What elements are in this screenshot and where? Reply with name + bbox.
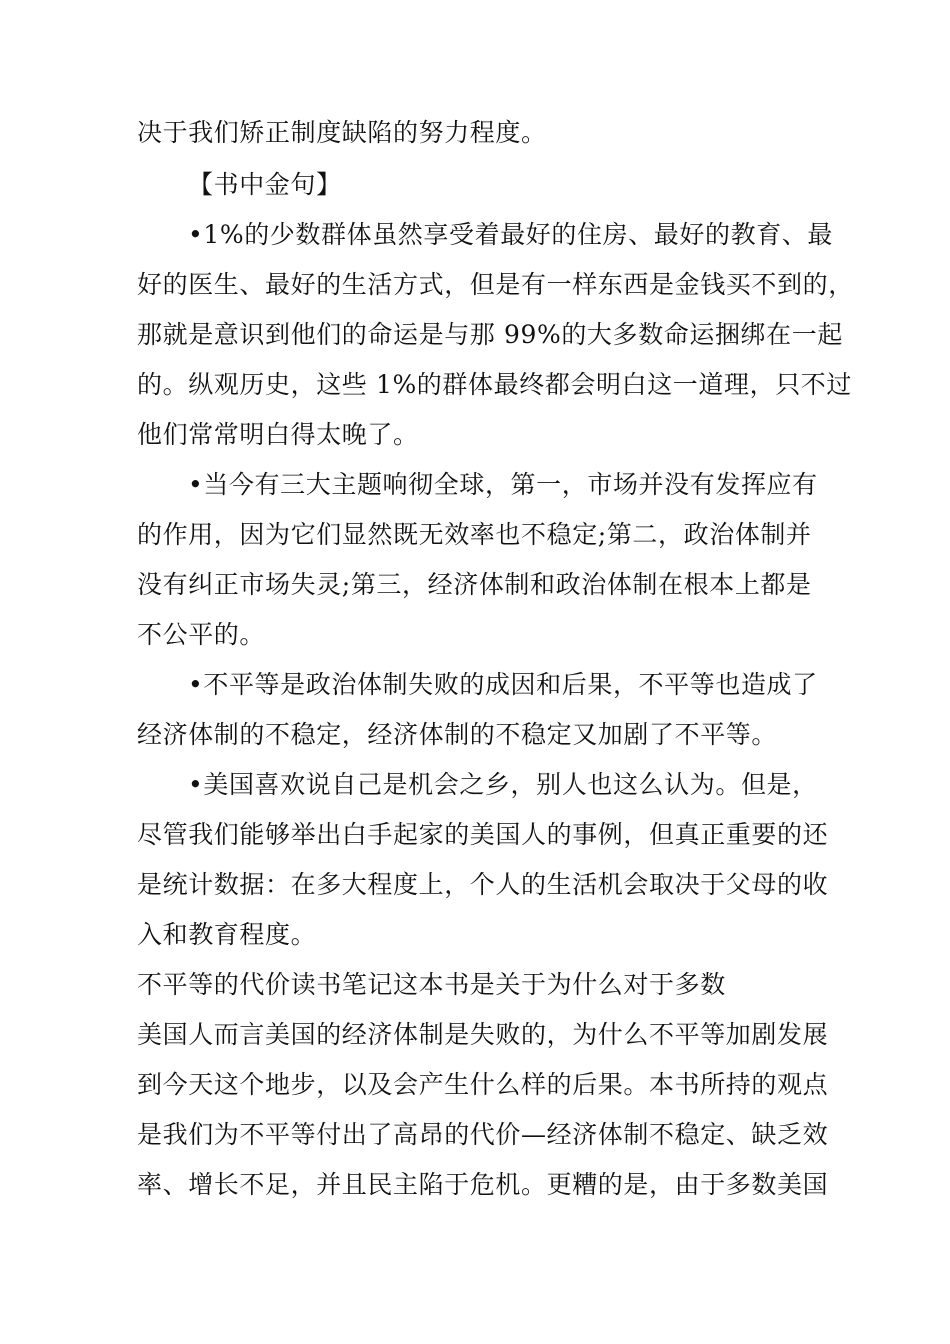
text-line: 不平等的代价读书笔记这本书是关于为什么对于多数 (137, 970, 726, 999)
text-line: 决于我们矫正制度缺陷的努力程度。 (137, 118, 547, 147)
text-line: 经济体制的不稳定，经济体制的不稳定又加剧了不平等。 (137, 720, 778, 749)
quote-bullet-line: •不平等是政治体制失败的成因和后果，不平等也造成了 (188, 670, 818, 699)
text-line: 美国人而言美国的经济体制是失败的，为什么不平等加剧发展 (137, 1020, 829, 1049)
text-line: 尽管我们能够举出白手起家的美国人的事例，但真正重要的还 (137, 820, 829, 849)
text-line: 是我们为不平等付出了高昂的代价—经济体制不稳定、缺乏效 (137, 1120, 829, 1149)
text-line: 不公平的。 (137, 620, 266, 649)
section-heading: 【书中金句】 (188, 170, 342, 199)
quote-bullet-line: •1%的少数群体虽然享受着最好的住房、最好的教育、最 (188, 220, 834, 249)
text-line: 他们常常明白得太晚了。 (137, 420, 419, 449)
text-line: 那就是意识到他们的命运是与那 99%的大多数命运捆绑在一起 (137, 320, 843, 349)
text-line: 没有纠正市场失灵;第三，经济体制和政治体制在根本上都是 (137, 570, 812, 599)
quote-bullet-line: •当今有三大主题响彻全球，第一，市场并没有发挥应有 (188, 470, 818, 499)
quote-bullet-line: •美国喜欢说自己是机会之乡，别人也这么认为。但是， (188, 770, 818, 799)
text-line: 的。纵观历史，这些 1%的群体最终都会明白这一道理，只不过 (137, 370, 853, 399)
text-line: 率、增长不足，并且民主陷于危机。更糟的是，由于多数美国 (137, 1170, 829, 1199)
text-line: 的作用，因为它们显然既无效率也不稳定;第二，政治体制并 (137, 520, 812, 549)
text-line: 入和教育程度。 (137, 920, 317, 949)
text-line: 到今天这个地步，以及会产生什么样的后果。本书所持的观点 (137, 1070, 829, 1099)
text-line: 是统计数据：在多大程度上，个人的生活机会取决于父母的收 (137, 870, 829, 899)
text-line: 好的医生、最好的生活方式，但是有一样东西是金钱买不到的， (137, 270, 854, 299)
